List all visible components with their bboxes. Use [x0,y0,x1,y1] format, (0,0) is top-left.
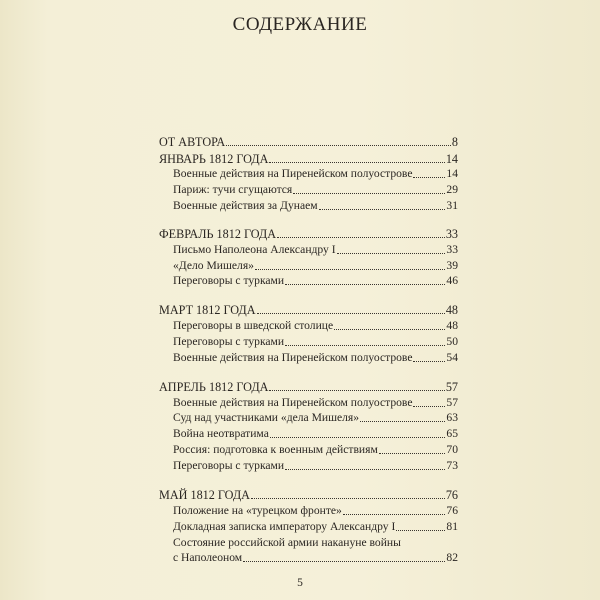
toc-entry-label: ФЕВРАЛЬ 1812 ГОДА [159,227,277,241]
toc-entry[interactable] [173,426,458,441]
toc-entry-multiline[interactable] [173,535,458,565]
toc-entry-page: 70 [446,443,458,456]
toc-entry-label: Военные действия на Пиренейском полуострове [173,167,413,180]
toc-entry-label: Переговоры в шведской столице [173,319,334,332]
toc-entry[interactable] [173,503,458,518]
toc-entry-label: Париж: тучи сгущаются [173,183,293,196]
dot-leader [269,162,444,163]
dot-leader [396,530,445,531]
toc-entry[interactable] [173,166,458,181]
toc-entry-label: Военные действия за Дунаем [173,199,318,212]
page-number: 5 [297,577,303,589]
toc-entry[interactable] [173,242,458,257]
toc-entry-label: Военные действия на Пиренейском полуострове [173,396,413,409]
dot-leader [413,361,445,362]
toc-entry-label: «Дело Мишеля» [173,259,254,272]
dot-leader [257,313,445,314]
toc-entry-line [173,535,458,550]
toc-entry-page: 48 [445,303,458,317]
toc-entry-page: 57 [446,396,458,409]
dot-leader [226,145,451,146]
toc-entry-label: Война неотвратима [173,427,269,440]
dot-leader [360,421,445,422]
toc-entry-label: Военные действия на Пиренейском полуострове [173,351,413,364]
toc-entry[interactable] [173,334,458,349]
dot-leader [334,329,445,330]
dot-leader [269,390,444,391]
dot-leader [285,469,445,470]
toc-entry[interactable] [173,410,458,425]
toc-entry-page: 76 [445,488,458,502]
toc-entry[interactable] [173,182,458,197]
toc-entry-page: 65 [446,427,458,440]
toc-entry-label: МАРТ 1812 ГОДА [159,303,256,317]
dot-leader [337,253,446,254]
toc-entry-page: 50 [446,335,458,348]
toc-entry-label: Переговоры с турками [173,274,285,287]
toc-entry-page: 76 [446,504,458,517]
toc-entry-label: Россия: подготовка к военным действиям [173,443,378,456]
toc-entry[interactable] [173,458,458,473]
dot-leader [413,406,445,407]
toc-entry-label: Переговоры с турками [173,459,285,472]
dot-leader [343,514,446,515]
toc-entry-label: ЯНВАРЬ 1812 ГОДА [159,152,269,166]
toc-entry-page: 39 [446,259,458,272]
toc-entry-section[interactable] [159,226,458,241]
toc-entry-label: Суд над участниками «дела Мишеля» [173,411,360,424]
toc-entry-section[interactable] [159,302,458,317]
toc-entry-page: 29 [446,183,458,196]
toc-heading: СОДЕРЖАНИЕ [232,14,368,35]
toc-entry[interactable] [173,258,458,273]
toc-entry[interactable] [173,395,458,410]
dot-leader [319,209,446,210]
toc-entry[interactable] [173,198,458,213]
toc-entry-page: 33 [445,227,458,241]
toc-entry-page: 33 [446,243,458,256]
toc-entry-page: 63 [446,411,458,424]
dot-leader [251,498,445,499]
dot-leader [379,453,446,454]
toc-entry-page: 14 [445,152,458,166]
toc-entry-label: Письмо Наполеона Александру I [173,243,336,256]
toc-entry-page: 48 [446,319,458,332]
toc-entry-label: Докладная записка императору Александру I [173,520,396,533]
toc-entry-label: Переговоры с турками [173,335,285,348]
toc-entry-page: 46 [446,274,458,287]
dot-leader [285,284,445,285]
dot-leader [293,193,445,194]
toc-entry[interactable] [173,318,458,333]
toc-entry-page: 82 [446,551,458,564]
toc-entry-page: 73 [446,459,458,472]
toc-entry[interactable] [173,442,458,457]
dot-leader [277,237,445,238]
toc-entry-label: с Наполеоном [173,551,243,564]
dot-leader [243,561,445,562]
dot-leader [270,437,446,438]
toc-entry-page: 14 [446,167,458,180]
toc-entry[interactable] [173,273,458,288]
toc-entry-label: АПРЕЛЬ 1812 ГОДА [159,380,269,394]
toc-entry-section[interactable] [159,487,458,502]
toc-entry-label: Положение на «турецком фронте» [173,504,342,517]
toc-entry-line [173,550,458,565]
toc-entry-page: 81 [446,520,458,533]
toc-entry-section[interactable] [159,379,458,394]
toc-entry[interactable] [173,350,458,365]
dot-leader [255,269,445,270]
toc-entry-page: 8 [451,135,458,149]
toc-entry-page: 31 [446,199,458,212]
toc-entry-section[interactable] [159,134,458,149]
toc-entry-label: ОТ АВТОРА [159,135,226,149]
toc-entry[interactable] [173,519,458,534]
dot-leader [413,177,445,178]
toc-entry-page: 57 [445,380,458,394]
dot-leader [285,345,445,346]
toc-entry-label: МАЙ 1812 ГОДА [159,488,250,502]
toc-entry-section[interactable] [159,151,458,166]
toc-entry-label: Состояние российской армии накануне войны [173,536,401,549]
toc-entry-page: 54 [446,351,458,364]
